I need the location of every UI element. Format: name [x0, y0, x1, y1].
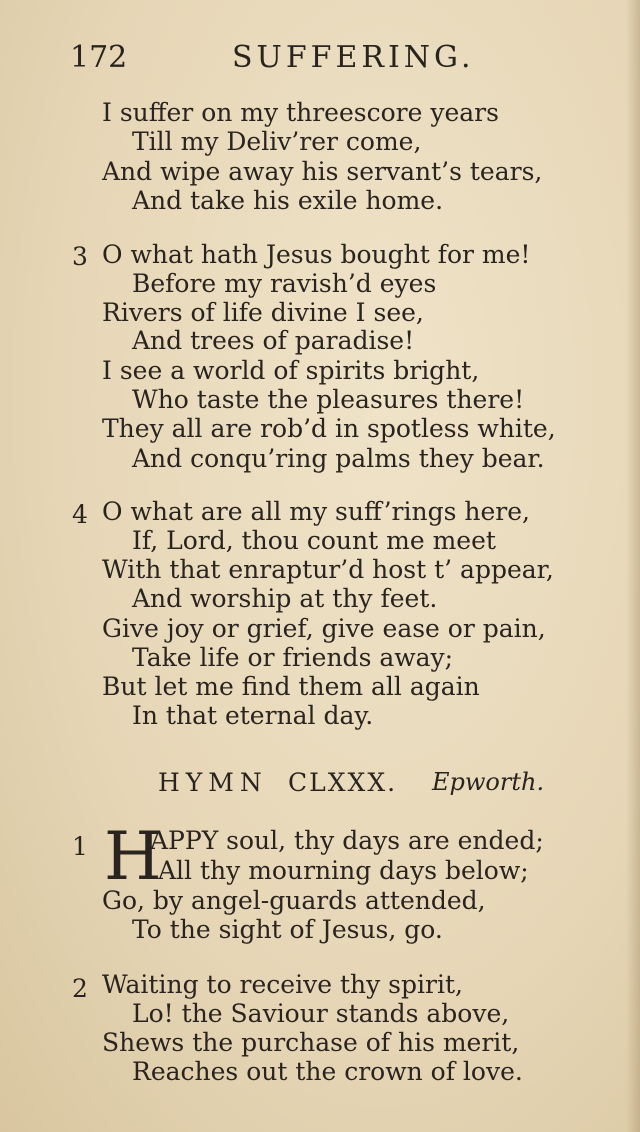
verse-line: Who taste the pleasures there!: [132, 385, 525, 414]
verse-line: APPY soul, thy days are ended;: [150, 826, 544, 855]
hymn-label: HYMN: [158, 768, 268, 797]
hymn-title: [0, 768, 640, 802]
verse-line: But let me find them all again: [102, 672, 480, 701]
stanza-number: 2: [72, 974, 88, 1003]
running-head: SUFFERING.: [232, 40, 475, 75]
verse-line: And wipe away his servant’s tears,: [102, 157, 543, 186]
verse-line: And worship at thy feet.: [132, 584, 438, 613]
stanza-number: 3: [72, 242, 88, 271]
verse-line: Give joy or grief, give ease or pain,: [102, 614, 546, 643]
page-number: 172: [70, 40, 128, 75]
verse-line: And conqu’ring palms they bear.: [132, 444, 545, 473]
page-header: [0, 40, 640, 80]
verse-line: And trees of paradise!: [132, 326, 415, 355]
verse-line: Go, by angel-guards attended,: [102, 886, 486, 915]
verse-line: I see a world of spirits bright,: [102, 356, 480, 385]
verse-line: Shews the purchase of his merit,: [102, 1028, 520, 1057]
verse-line: I suffer on my threescore years: [102, 98, 499, 127]
verse-line: To the sight of Jesus, go.: [132, 915, 443, 944]
verse-line: They all are rob’d in spotless white,: [102, 414, 556, 443]
verse-line: Take life or friends away;: [132, 643, 454, 672]
verse-line: Reaches out the crown of love.: [132, 1057, 523, 1086]
verse-line: Rivers of life divine I see,: [102, 298, 424, 327]
drop-cap: H: [104, 818, 162, 895]
verse-line: Lo! the Saviour stands above,: [132, 999, 510, 1028]
verse-line: O what are all my suff’rings here,: [102, 497, 530, 526]
verse-line: O what hath Jesus bought for me!: [102, 240, 531, 269]
hymn-number: CLXXX.: [288, 768, 398, 797]
verse-line: And take his exile home.: [132, 186, 444, 215]
page-edge: [626, 0, 640, 1132]
stanza-number: 4: [72, 500, 88, 529]
verse-line: In that eternal day.: [132, 701, 374, 730]
verse-line: Till my Deliv’rer come,: [132, 127, 422, 156]
verse-line: All thy mourning days below;: [158, 856, 529, 885]
verse-line: With that enraptur’d host t’ appear,: [102, 555, 554, 584]
verse-line: If, Lord, thou count me meet: [132, 526, 496, 555]
verse-line: Waiting to receive thy spirit,: [102, 970, 463, 999]
stanza-number: 1: [72, 832, 88, 861]
verse-line: Before my ravish’d eyes: [132, 269, 437, 298]
hymn-tune: Epworth.: [432, 768, 545, 796]
